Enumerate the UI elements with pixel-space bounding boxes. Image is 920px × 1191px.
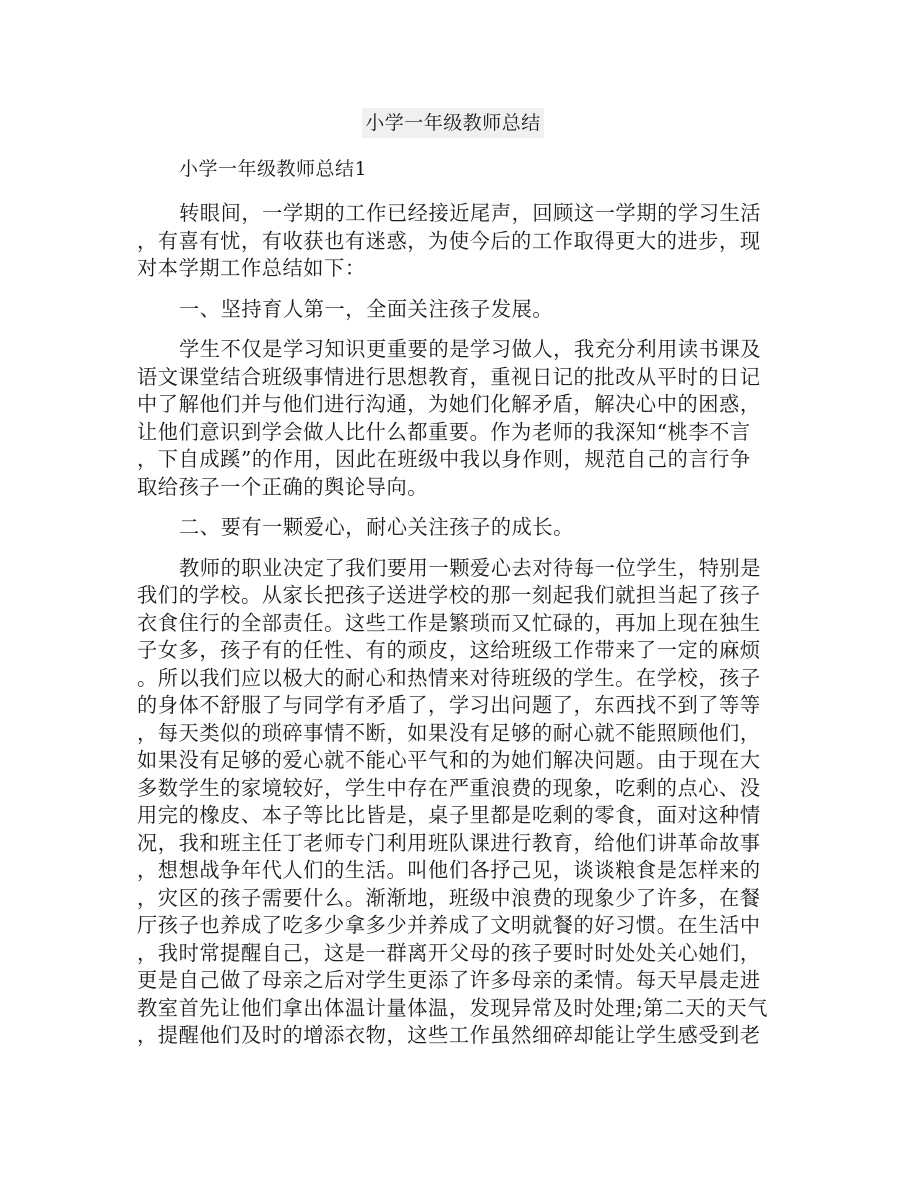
- text-line: 更是自己做了母亲之后对学生更添了许多母亲的柔情。每天早晨走进: [137, 968, 761, 992]
- text-line: 转眼间，一学期的工作已经接近尾声，回顾这一学期的学习生活: [179, 201, 762, 225]
- document-title: 小学一年级教师总结: [362, 108, 544, 138]
- document-subtitle: 小学一年级教师总结1: [179, 158, 368, 180]
- text-line: 取给孩子一个正确的舆论导向。: [137, 474, 429, 499]
- text-line: ，每天类似的琐碎事情不断，如果没有足够的耐心就不能照顾他们，: [137, 720, 761, 745]
- text-line: ，提醒他们及时的增添衣物，这些工作虽然细碎却能让学生感受到老: [137, 1023, 761, 1047]
- text-line: ，想想战争年代人们的生活。叫他们各抒己见，谈谈粮食是怎样来的: [137, 858, 761, 882]
- text-line: ，下自成蹊”的作用，因此在班级中我以身作则，规范自己的言行争: [137, 447, 751, 471]
- text-line: 对本学期工作总结如下：: [137, 256, 366, 280]
- section-heading-2: 二、要有一颗爱心，耐心关注孩子的成长。: [179, 515, 574, 539]
- text-line: 用完的橡皮、本子等比比皆是，桌子里都是吃剩的零食，面对这种情: [137, 803, 761, 827]
- text-line: 况，我和班主任丁老师专门利用班队课进行教育，给他们讲革命故事: [137, 830, 761, 855]
- text-line: 我们的学校。从家长把孩子送进学校的那一刻起我们就担当起了孩子: [137, 583, 761, 607]
- text-line: 教师的职业决定了我们要用一颗爱心去对待每一位学生，特别是: [179, 555, 762, 580]
- paragraph-intro: [137, 200, 769, 283]
- document-page: [137, 108, 769, 1063]
- text-line: 衣食住行的全部责任。这些工作是繁琐而又忙碌的，再加上现在独生: [137, 610, 761, 635]
- text-line: ，我时常提醒自己，这是一群离开父母的孩子要时时处处关心她们，: [137, 940, 761, 965]
- text-line: 中了解他们并与他们进行沟通，为她们化解矛盾，解决心中的困惑，: [137, 392, 761, 416]
- text-line: 子女多，孩子有的任性、有的顽皮，这给班级工作带来了一定的麻烦: [137, 638, 761, 662]
- text-line: 语文课堂结合班级事情进行思想教育，重视日记的批改从平时的日记: [137, 364, 761, 389]
- text-line: ，有喜有忧，有收获也有迷惑，为使今后的工作取得更大的进步，现: [137, 228, 761, 253]
- title-container: [137, 108, 769, 140]
- text-line: 厅孩子也养成了吃多少拿多少并养成了文明就餐的好习惯。在生活中: [137, 913, 761, 937]
- text-line: 。所以我们应以极大的耐心和热情来对待班级的学生。在学校，孩子: [137, 665, 761, 690]
- text-line: 的身体不舒服了与同学有矛盾了，学习出问题了，东西找不到了等等: [137, 693, 761, 717]
- paragraph-education: [137, 336, 769, 501]
- paragraph-care: [137, 555, 769, 1050]
- text-line: ，灾区的孩子需要什么。渐渐地，班级中浪费的现象少了许多，在餐: [137, 885, 761, 910]
- text-line: 让他们意识到学会做人比什么都重要。作为老师的我深知“桃李不言: [137, 419, 751, 444]
- text-line: 如果没有足够的爱心就不能心平气和的为她们解决问题。由于现在大: [137, 748, 761, 772]
- text-line: 教室首先让他们拿出体温计量体温，发现异常及时处理;第二天的天气: [137, 995, 769, 1020]
- text-line: 多数学生的家境较好，学生中存在严重浪费的现象，吃剩的点心、没: [137, 775, 761, 800]
- text-line: 学生不仅是学习知识更重要的是学习做人，我充分利用读书课及: [179, 337, 762, 361]
- section-heading-1: 一、坚持育人第一，全面关注孩子发展。: [179, 296, 554, 321]
